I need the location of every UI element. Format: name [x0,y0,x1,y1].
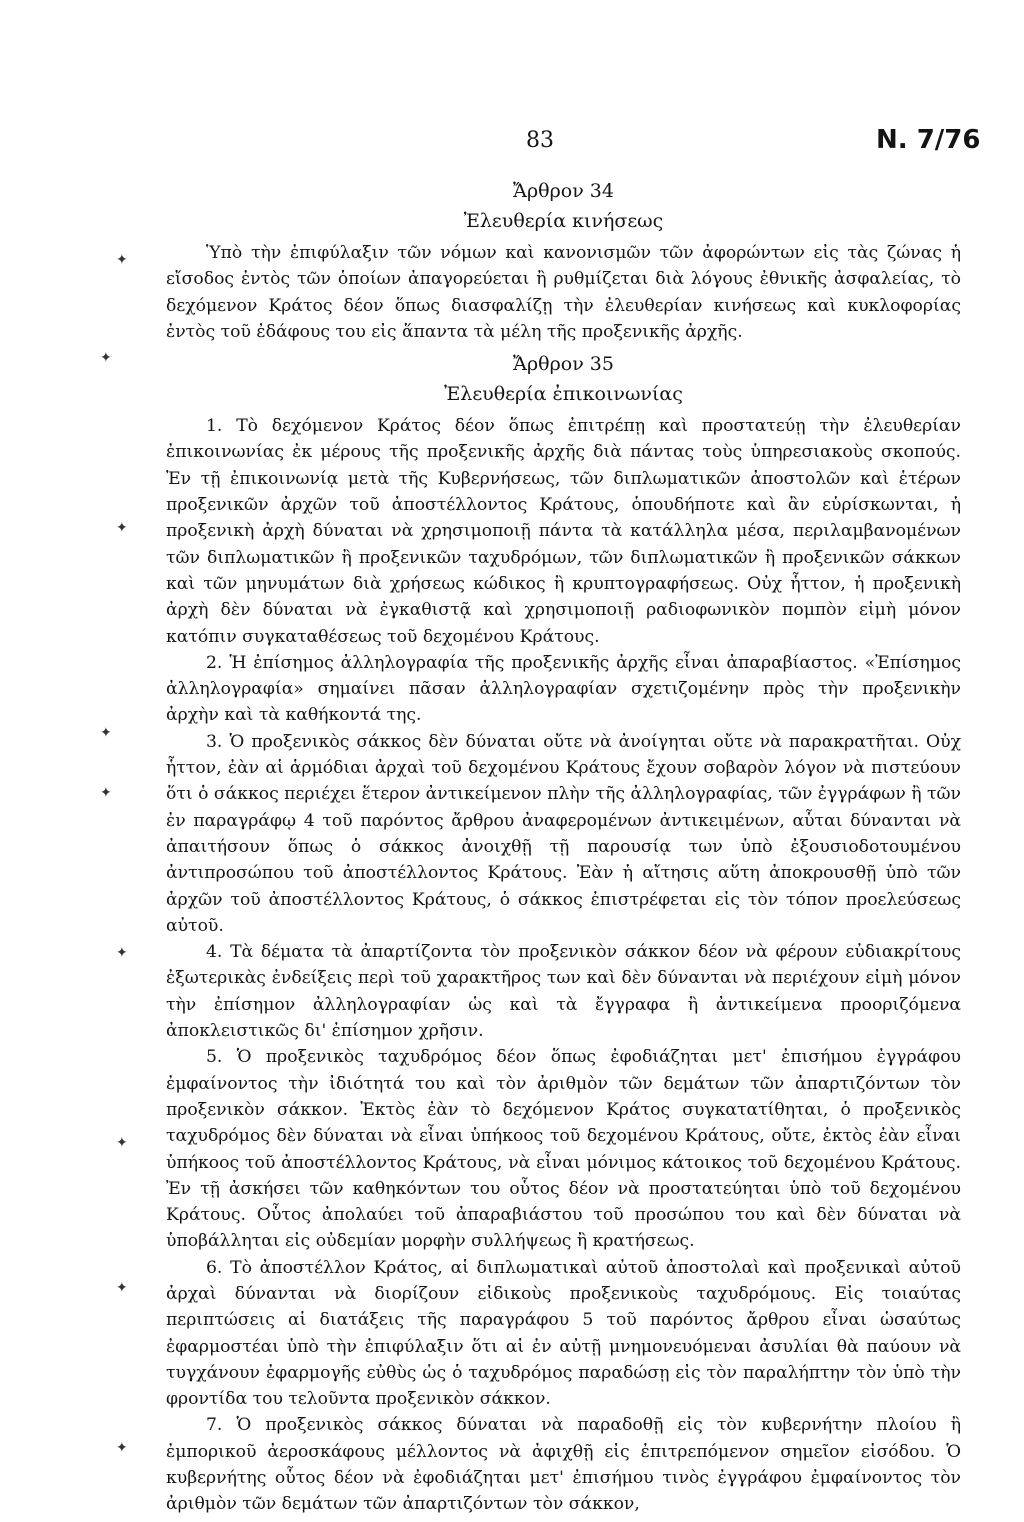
article-34-title: Ἄρθρον 34 [513,180,614,202]
margin-mark: ✦ [100,785,112,801]
article-35-paragraph-1: 1. Τὸ δεχόμενον Κράτος δέον ὅπως ἐπιτρέπῃ καὶ προστατεύῃ τὴν ἐλευθερίαν ἐπικοινωνίας ἐκ μέρους τῆς προξενικῆς ἀρχῆς διὰ πάντας τοὺς ὑπηρεσιακοὺς σκοπούς. Ἐν τῇ ἐπικοινωνίᾳ μετὰ τῆς Κυβερνήσεως, τῶν διπλωματικῶν ἀποστολῶν καὶ ἑτέρων προξενικῶν ἀρχῶν τοῦ ἀποστέλλοντος Κράτους, ὁπουδήποτε καὶ ἂν εὑρίσκωνται, ἡ προξενικὴ ἀρχὴ δύναται νὰ χρησιμοποιῇ πάντα τὰ κατάλληλα μέσα, περιλαμβανομένων τῶν διπλωματικῶν ἢ προξενικῶν ταχυδρόμων, τῶν διπλωματικῶν ἢ προξενικῶν σάκκων καὶ τῶν μηνυμάτων διὰ χρήσεως κώδικος ἢ κρυπτογραφήσεως. Οὐχ ἧττον, ἡ προξενικὴ ἀρχὴ δὲν δύναται νὰ ἐγκαθιστᾷ καὶ χρησιμοποιῇ ραδιοφωνικὸν πομπὸν εἰμὴ μόνον κατόπιν συγκαταθέσεως τοῦ δεχομένου Κράτους. [166,416,961,647]
article-34-text: Ὑπὸ τὴν ἐπιφύλαξιν τῶν νόμων καὶ κανονισμῶν τῶν ἀφορώντων εἰς τὰς ζώνας ἡ εἴσοδος ἐντὸς τῶν ὁποίων ἀπαγορεύεται ἢ ρυθμίζεται διὰ λόγους ἐθνικῆς ἀσφαλείας, τὸ δεχόμενον Κράτος δέον ὅπως διασφαλίζῃ τὴν ἐλευθερίαν κινήσεως καὶ κυκλοφορίας ἐντὸς τοῦ ἐδάφους του εἰς ἅπαντα τὰ μέλη τῆς προξενικῆς ἀρχῆς. [166,243,961,342]
article-35-subtitle: Ἐλευθερία ἐπικοινωνίας [444,383,683,406]
article-35-paragraph-4: 4. Τὰ δέματα τὰ ἀπαρτίζοντα τὸν προξενικὸν σάκκον δέον νὰ φέρουν εὐδιακρίτους ἐξωτερικὰς ἐνδείξεις περὶ τοῦ χαρακτῆρος των καὶ δὲν δύνανται νὰ περιέχουν εἰμὴ μόνον τὴν ἐπίσημον ἀλληλογραφίαν ὡς καὶ τὰ ἔγγραφα ἢ ἀντικείμενα προοριζόμενα ἀποκλειστικῶς δι' ἐπίσημον χρῆσιν. [166,942,961,1042]
margin-mark: ✦ [116,252,128,268]
margin-mark: ✦ [116,945,128,961]
article-35-paragraph-6: 6. Τὸ ἀποστέλλον Κράτος, αἱ διπλωματικαὶ αὐτοῦ ἀποστολαὶ καὶ προξενικαὶ αὐτοῦ ἀρχαὶ δύνανται νὰ διορίζουν εἰδικοὺς προξενικοὺς ταχυδρόμους. Εἰς τοιαύτας περιπτώσεις αἱ διατάξεις τῆς παραγράφου 5 τοῦ παρόντος ἄρθρου εἶναι ὡσαύτως ἐφαρμοστέαι ὑπὸ τὴν ἐπιφύλαξιν ὅτι αἱ ἐν αὐτῇ μνημονευόμεναι ἀσυλίαι θὰ παύουν νὰ τυγχάνουν ἐφαρμογῆς εὐθὺς ὡς ὁ ταχυδρόμος παραδώσῃ εἰς τὸν παραλήπτην τὸν ὑπὸ τὴν φροντίδα του τελοῦντα προξενικὸν σάκκον. [166,1257,961,1410]
margin-mark: ✦ [116,1135,128,1151]
margin-mark: ✦ [100,725,112,741]
margin-mark: ✦ [100,350,112,366]
margin-mark: ✦ [116,1440,128,1456]
article-35-paragraph-7: 7. Ὁ προξενικὸς σάκκος δύναται νὰ παραδοθῇ εἰς τὸν κυβερνήτην πλοίου ἢ ἐμπορικοῦ ἀεροσκάφους μέλλοντος νὰ ἀφιχθῇ εἰς ἐπιτρεπόμενον σημεῖον εἰσόδου. Ὁ κυβερνήτης οὗτος δέον νὰ ἐφοδιάζηται μετ' ἐπισήμου τινὸς ἐγγράφου ἐμφαίνοντος τὸν ἀριθμὸν τῶν δεμάτων τῶν ἀπαρτιζόντων τὸν σάκκον, [166,1415,961,1515]
article-35-paragraph-2: 2. Ἡ ἐπίσημος ἀλληλογραφία τῆς προξενικῆς ἀρχῆς εἶναι ἀπαραβίαστος. «Ἐπίσημος ἀλληλογραφία» σημαίνει πᾶσαν ἀλληλογραφίαν σχετιζομένην πρὸς τὴν προξενικὴν ἀρχὴν καὶ τὰ καθήκοντά της. [166,652,961,726]
article-35-paragraph-5: 5. Ὁ προξενικὸς ταχυδρόμος δέον ὅπως ἐφοδιάζηται μετ' ἐπισήμου ἐγγράφου ἐμφαίνοντος τὴν ἰδιότητά του καὶ τὸν ἀριθμὸν τῶν δεμάτων τῶν ἀπαρτιζόντων τὸν προξενικὸν σάκκον. Ἐκτὸς ἐὰν τὸ δεχόμενον Κράτος συγκατατίθηται, ὁ προξενικὸς ταχυδρόμος δὲν δύναται νὰ εἶναι ὑπήκοος τοῦ δεχομένου Κράτους, οὔτε, ἐκτὸς ἐὰν εἶναι ὑπήκοος τοῦ ἀποστέλλοντος Κράτους, νὰ εἶναι μόνιμος κάτοικος τοῦ δεχομένου Κράτους. Ἐν τῇ ἀσκήσει τῶν καθηκόντων του οὗτος δέον νὰ προστατεύηται ὑπὸ τοῦ δεχομένου Κράτους. Οὗτος ἀπολαύει τοῦ ἀπαραβιάστου τοῦ προσώπου του καὶ δὲν δύναται νὰ ὑποβάλληται εἰς οὐδεμίαν μορφὴν συλλήψεως ἢ κρατήσεως. [166,1047,961,1252]
article-34-subtitle: Ἐλευθερία κινήσεως [463,210,664,232]
margin-mark: ✦ [116,520,128,536]
document-body [166,178,961,1518]
page-number: 83 [526,128,554,153]
article-35-title: Ἄρθρον 35 [513,353,614,376]
article-35-paragraph-3: 3. Ὁ προξενικὸς σάκκος δὲν δύναται οὔτε νὰ ἀνοίγηται οὔτε νὰ παρακρατῆται. Οὐχ ἧττον, ἐὰν αἱ ἁρμόδιαι ἀρχαὶ τοῦ δεχομένου Κράτους ἔχουν σοβαρὸν λόγον νὰ πιστεύουν ὅτι ὁ σάκκος περιέχει ἕτερον ἀντικείμενον πλὴν τῆς ἀλληλογραφίας, τῶν ἐγγράφων ἢ τῶν ἐν παραγράφῳ 4 τοῦ παρόντος ἄρθρου ἀναφερομένων ἀντικειμένων, αὗται δύνανται νὰ ἀπαιτήσουν ὅπως ὁ σάκκος ἀνοιχθῇ τῇ παρουσίᾳ των ὑπὸ ἐξουσιοδοτουμένου ἀντιπροσώπου τοῦ ἀποστέλλοντος Κράτους. Ἐὰν ἡ αἴτησις αὕτη ἀποκρουσθῇ ὑπὸ τῶν ἀρχῶν τοῦ ἀποστέλλοντος Κράτους, ὁ σάκκος ἐπιστρέφεται εἰς τὸν τόπον προελεύσεως αὐτοῦ. [166,731,961,936]
law-reference: Ν. 7/76 [876,125,981,155]
margin-mark: ✦ [116,1280,128,1296]
